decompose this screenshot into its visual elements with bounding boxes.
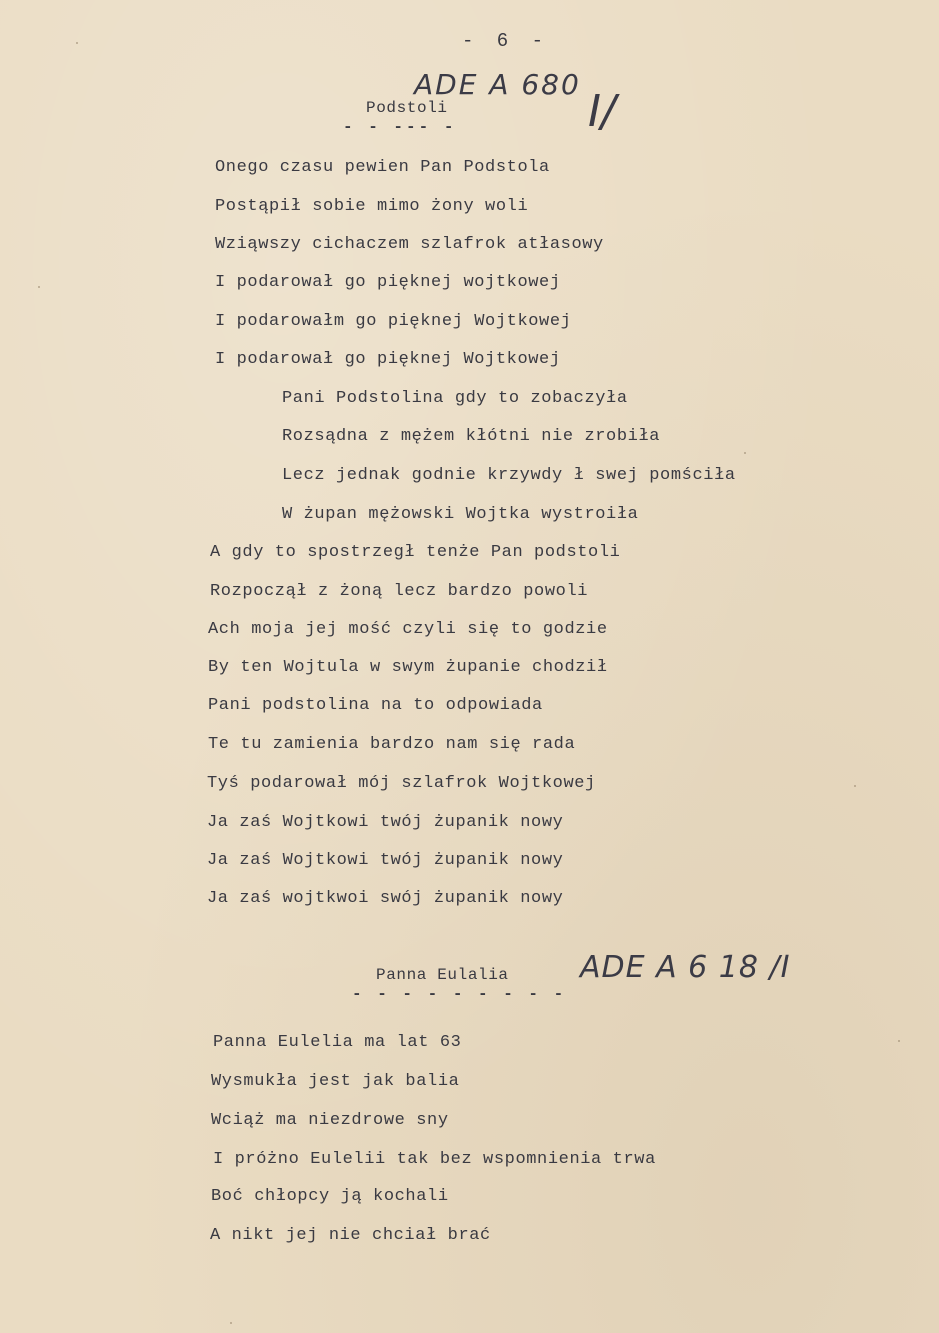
verse-line: Lecz jednak godnie krzywdy ł swej pomściła (282, 466, 736, 485)
verse-line: W żupan mężowski Wojtka wystroiła (282, 505, 639, 524)
verse-line: Rozpoczął z żoną lecz bardzo powoli (210, 582, 589, 601)
verse-line: Ja zaś Wojtkowi twój żupanik nowy (207, 813, 564, 832)
verse-line: I podarowałm go pięknej Wojtkowej (215, 312, 572, 331)
handwritten-mark: I/ (588, 86, 616, 137)
verse-line: Ja zaś wojtkwoi swój żupanik nowy (207, 889, 564, 908)
paper-speck (744, 452, 746, 454)
verse-line: I podarował go pięknej wojtkowej (215, 273, 561, 292)
verse-line: I podarował go pięknej Wojtkowej (215, 350, 561, 369)
paper-speck (76, 42, 78, 44)
verse-line: Wciąż ma niezdrowe sny (211, 1111, 449, 1130)
verse-line: Te tu zamienia bardzo nam się rada (208, 735, 576, 754)
handwritten-archive-annotation: ADE A 6 18 /I (580, 950, 791, 985)
paper-speck (38, 286, 40, 288)
paper-speck (898, 1040, 900, 1042)
paper-speck (230, 1322, 232, 1324)
verse-line: Postąpił sobie mimo żony woli (215, 197, 529, 216)
verse-line: Boć chłopcy ją kochali (211, 1187, 449, 1206)
verse-line: Wysmukła jest jak balia (211, 1072, 460, 1091)
section-title-underline: - - --- - (343, 118, 457, 136)
verse-line: Ach moja jej mość czyli się to godzie (208, 620, 608, 639)
section-title-podstoli: Podstoli (366, 99, 448, 117)
verse-line: I próżno Eulelii tak bez wspomnienia trwa (213, 1150, 656, 1169)
section-title-underline: - - - - - - - - - (352, 985, 567, 1003)
paper-speck (854, 785, 856, 787)
verse-line: A gdy to spostrzegł tenże Pan podstoli (210, 543, 621, 562)
verse-line: Pani Podstolina gdy to zobaczyła (282, 389, 628, 408)
verse-line: A nikt jej nie chciał brać (210, 1226, 491, 1245)
verse-line: Rozsądna z mężem kłótni nie zrobiła (282, 427, 661, 446)
verse-line: By ten Wojtula w swym żupanie chodził (208, 658, 608, 677)
handwritten-archive-annotation: ADE A 680 (414, 68, 581, 101)
verse-line: Tyś podarował mój szlafrok Wojtkowej (207, 774, 596, 793)
page-number: - 6 - (462, 30, 550, 52)
verse-line: Wziąwszy cichaczem szlafrok atłasowy (215, 235, 604, 254)
verse-line: Ja zaś Wojtkowi twój żupanik nowy (207, 851, 564, 870)
verse-line: Pani podstolina na to odpowiada (208, 696, 543, 715)
section-title-panna-eulalia: Panna Eulalia (376, 966, 509, 984)
verse-line: Panna Eulelia ma lat 63 (213, 1033, 462, 1052)
verse-line: Onego czasu pewien Pan Podstola (215, 158, 550, 177)
